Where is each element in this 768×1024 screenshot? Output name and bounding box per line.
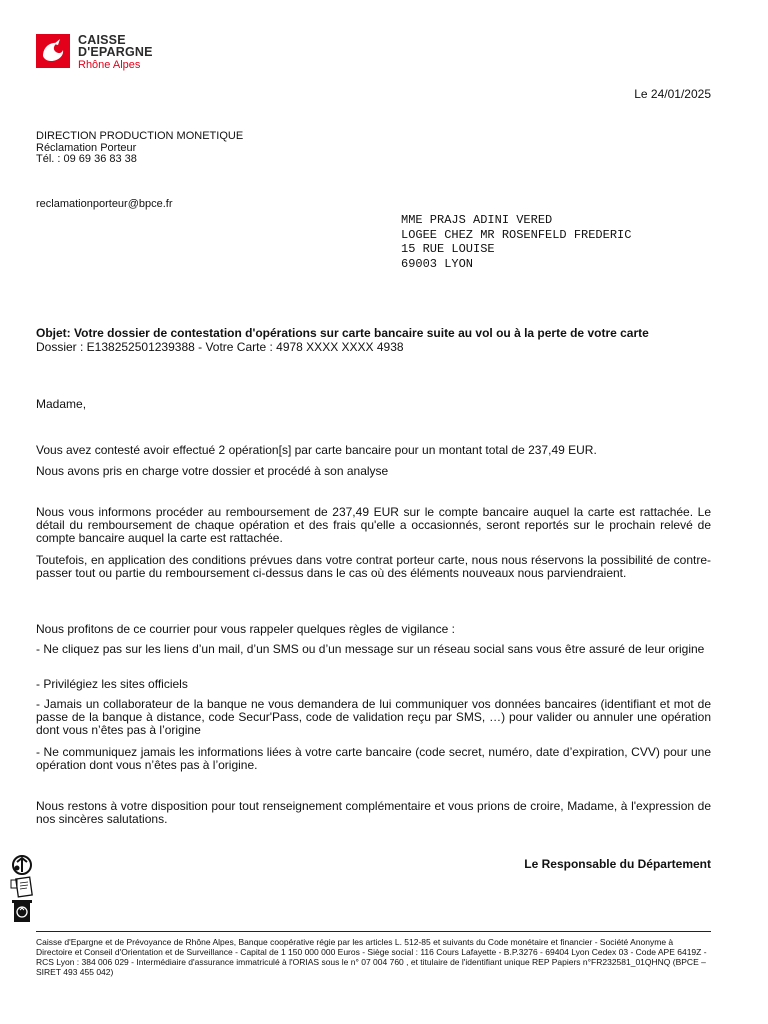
- paragraph-contest: Vous avez contesté avoir effectué 2 opération[s] par carte bancaire pour un montant total de 237,49 EUR.: [36, 443, 597, 457]
- logo-region: Rhône Alpes: [78, 59, 141, 71]
- footer-divider: [36, 931, 711, 932]
- subject-reference: Dossier : E138252501239388 - Votre Carte : 4978 XXXX XXXX 4938: [36, 340, 404, 354]
- recipient-street: 15 RUE LOUISE: [401, 242, 495, 256]
- recipient-address: [401, 213, 631, 271]
- paragraph-refund: Nous vous informons procéder au remboursement de 237,49 EUR sur le compte bancaire auquel la carte est rattachée. Le détail du remboursement de chaque opération et des frais qu'elle a occasionnés, seront reportés sur le prochain relevé de compte bancaire auquel la carte est rattachée.: [36, 505, 711, 545]
- logo-line-2: D'EPARGNE: [78, 45, 153, 59]
- paragraph-vigilance-intro: Nous profitons de ce courrier pour vous rappeler quelques règles de vigilance :: [36, 622, 455, 636]
- sender-block: [36, 131, 243, 166]
- paragraph-analysis: Nous avons pris en charge votre dossier et procédé à son analyse: [36, 464, 389, 478]
- signature-title: Le Responsable du Département: [524, 857, 711, 871]
- recipient-name: MME PRAJS ADINI VERED: [401, 213, 553, 227]
- vigilance-rule-card-info: - Ne communiquez jamais les informations liées à votre carte bancaire (code secret, numéro, date d’expiration, CVV) pour une opération dont vous n’êtes pas à l’origine.: [36, 745, 711, 772]
- letter-date: Le 24/01/2025: [634, 87, 711, 101]
- legal-footer: Caisse d'Epargne et de Prévoyance de Rhône Alpes, Banque coopérative régie par les articles L. 512-85 et suivants du Code monétaire et financier - Société Anonyme à Directoire et Conseil d'Orientation et de Surveillance - Capital de 1 150 000 000 Euros - Siège social : 116 Cours Lafayette - B.P.3276 - 69404 Lyon Cedex 03 - Code APE 6419Z - RCS Lyon : 384 006 029 - Intermédiaire d'assurance immatriculé à l'ORIAS sous le n° 07 004 760 , et titulaire de l'identifiant unique REP Papiers n°FR232581_01QHNQ (BPCE – SIRET 493 455 042): [36, 937, 707, 977]
- paragraph-reservation: Toutefois, en application des conditions prévues dans votre contrat porteur carte, nous nous réservons la possibilité de contre-passer tout ou partie du remboursement ci-dessus dans le cas où des éléments nouveaux nous parviendraient.: [36, 553, 711, 580]
- recipient-care-of: LOGEE CHEZ MR ROSENFELD FREDERIC: [401, 227, 632, 242]
- greeting: Madame,: [36, 397, 87, 411]
- logo-line-1: CAISSE: [78, 33, 126, 47]
- sender-department: DIRECTION PRODUCTION MONETIQUE: [36, 130, 244, 142]
- vigilance-rule-links: - Ne cliquez pas sur les liens d’un mail, d’un SMS ou d’un message sur un réseau social sans vous être assuré de leur origine: [36, 642, 705, 656]
- paragraph-closing: Nous restons à votre disposition pour tout renseignement complémentaire et vous prions de croire, Madame, à l'expression de nos sincères salutations.: [36, 799, 711, 826]
- paper-sorting-icon: [11, 877, 32, 897]
- recycling-icons: [8, 854, 36, 926]
- sender-service: Réclamation Porteur: [36, 141, 137, 154]
- recipient-city: 69003 LYON: [401, 256, 474, 271]
- recycle-triman-icon: [13, 856, 31, 874]
- recycling-bin-icon: [12, 900, 32, 922]
- vigilance-rule-official-sites: - Privilégiez les sites officiels: [36, 677, 188, 691]
- sender-email: reclamationporteur@bpce.fr: [36, 198, 173, 210]
- squirrel-logo-icon: [36, 34, 70, 68]
- subject-block: [36, 326, 736, 354]
- subject-title: Objet: Votre dossier de contestation d'opérations sur carte bancaire suite au vol ou à la perte de votre carte: [36, 326, 649, 340]
- sender-phone: Tél. : 09 69 36 83 38: [36, 153, 137, 165]
- vigilance-rule-bank-data: - Jamais un collaborateur de la banque ne vous demandera de lui communiquer vos données bancaires (identifiant et mot de passe de la banque à distance, code Secur'Pass, code de validation reçu par SMS, …) pour valider ou annuler une opération dont vous n’êtes pas à l’origine: [36, 697, 711, 737]
- bank-logo: [36, 34, 196, 70]
